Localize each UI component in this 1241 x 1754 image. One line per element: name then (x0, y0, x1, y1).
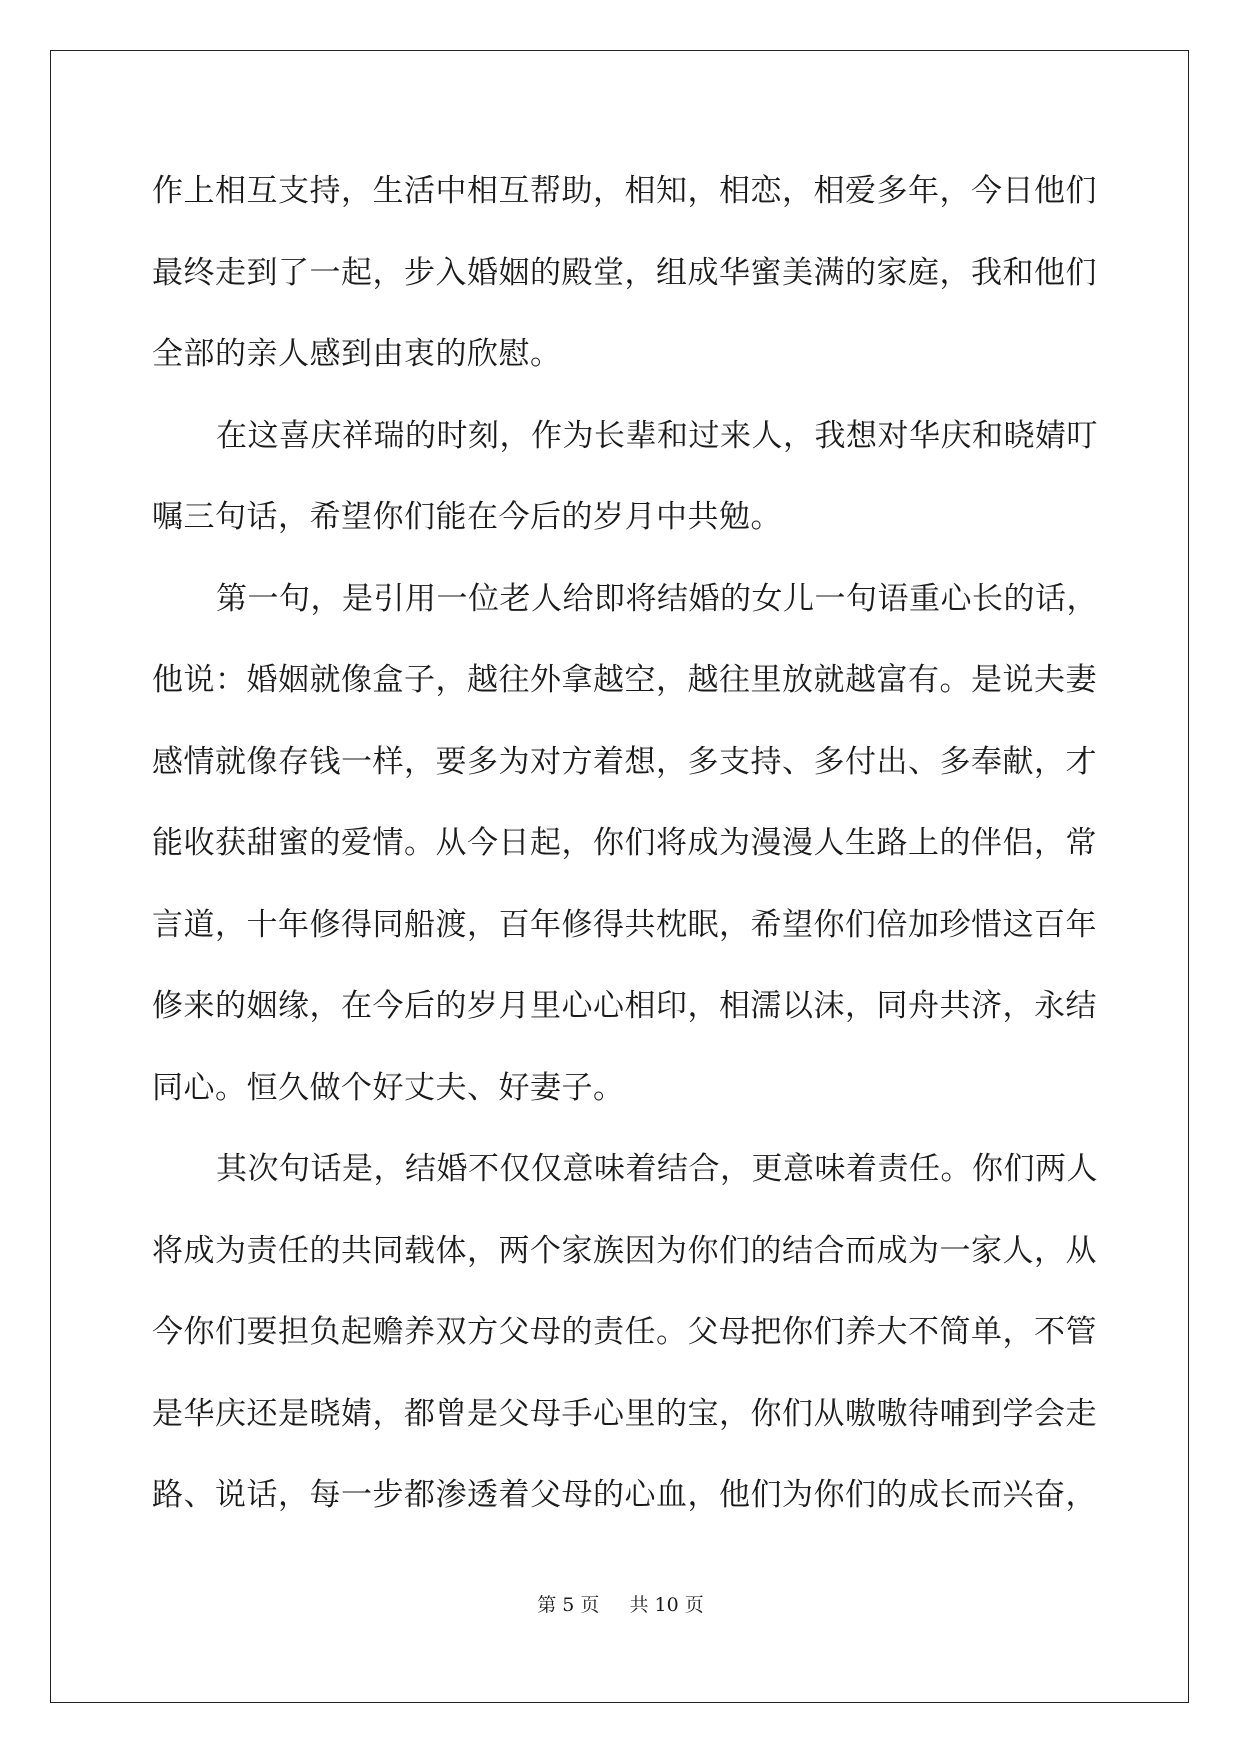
paragraph (152, 396, 1098, 559)
paragraph (152, 1129, 1098, 1537)
paragraph (152, 151, 1097, 396)
text-line: 将成为责任的共同载体，两个家族因为你们的结合而成为一家人，从 (152, 1232, 1097, 1269)
text-line: 最终走到了一起，步入婚姻的殿堂，组成华蜜美满的家庭，我和他们 (152, 254, 1097, 291)
text-line: 言道，十年修得同船渡，百年修得共枕眠，希望你们倍加珍惜这百年 (152, 906, 1097, 943)
page-number: 第 5 页 (537, 1594, 600, 1616)
text-line: 第一句，是引用一位老人给即将结婚的女儿一句语重心长的话， (216, 580, 1098, 617)
text-line: 嘱三句话，希望你们能在今后的岁月中共勉。 (152, 499, 782, 535)
text-line: 今你们要担负起赡养双方父母的责任。父母把你们养大不简单，不管 (152, 1314, 1097, 1350)
page-footer (0, 1593, 1241, 1617)
text-line: 其次句话是，结婚不仅仅意味着结合，更意味着责任。你们两人 (216, 1151, 1098, 1187)
text-line: 修来的姻缘，在今后的岁月里心心相印，相濡以沫，同舟共济，永结 (152, 988, 1097, 1024)
text-line: 他说：婚姻就像盒子，越往外拿越空，越往里放就越富有。是说夫妻 (152, 662, 1097, 698)
text-line: 在这喜庆祥瑞的时刻，作为长辈和过来人，我想对华庆和晓婧叮 (216, 417, 1098, 454)
document-body (152, 151, 1098, 1537)
text-line: 作上相互支持，生活中相互帮助，相知，相恋，相爱多年，今日他们 (152, 173, 1097, 209)
text-line: 同心。恒久做个好丈夫、好妻子。 (152, 1069, 625, 1106)
paragraph (152, 559, 1098, 1130)
text-line: 能收获甜蜜的爱情。从今日起，你们将成为漫漫人生路上的伴侣，常 (152, 825, 1097, 861)
text-line: 全部的亲人感到由衷的欣慰。 (152, 336, 562, 372)
text-line: 路、说话，每一步都渗透着父母的心血，他们为你们的成长而兴奋， (152, 1477, 1097, 1513)
text-line: 感情就像存钱一样，要多为对方着想，多支持、多付出、多奉献，才 (152, 743, 1097, 780)
text-line: 是华庆还是晓婧，都曾是父母手心里的宝，你们从嗷嗷待哺到学会走 (152, 1395, 1097, 1432)
page-total: 共 10 页 (629, 1594, 704, 1616)
